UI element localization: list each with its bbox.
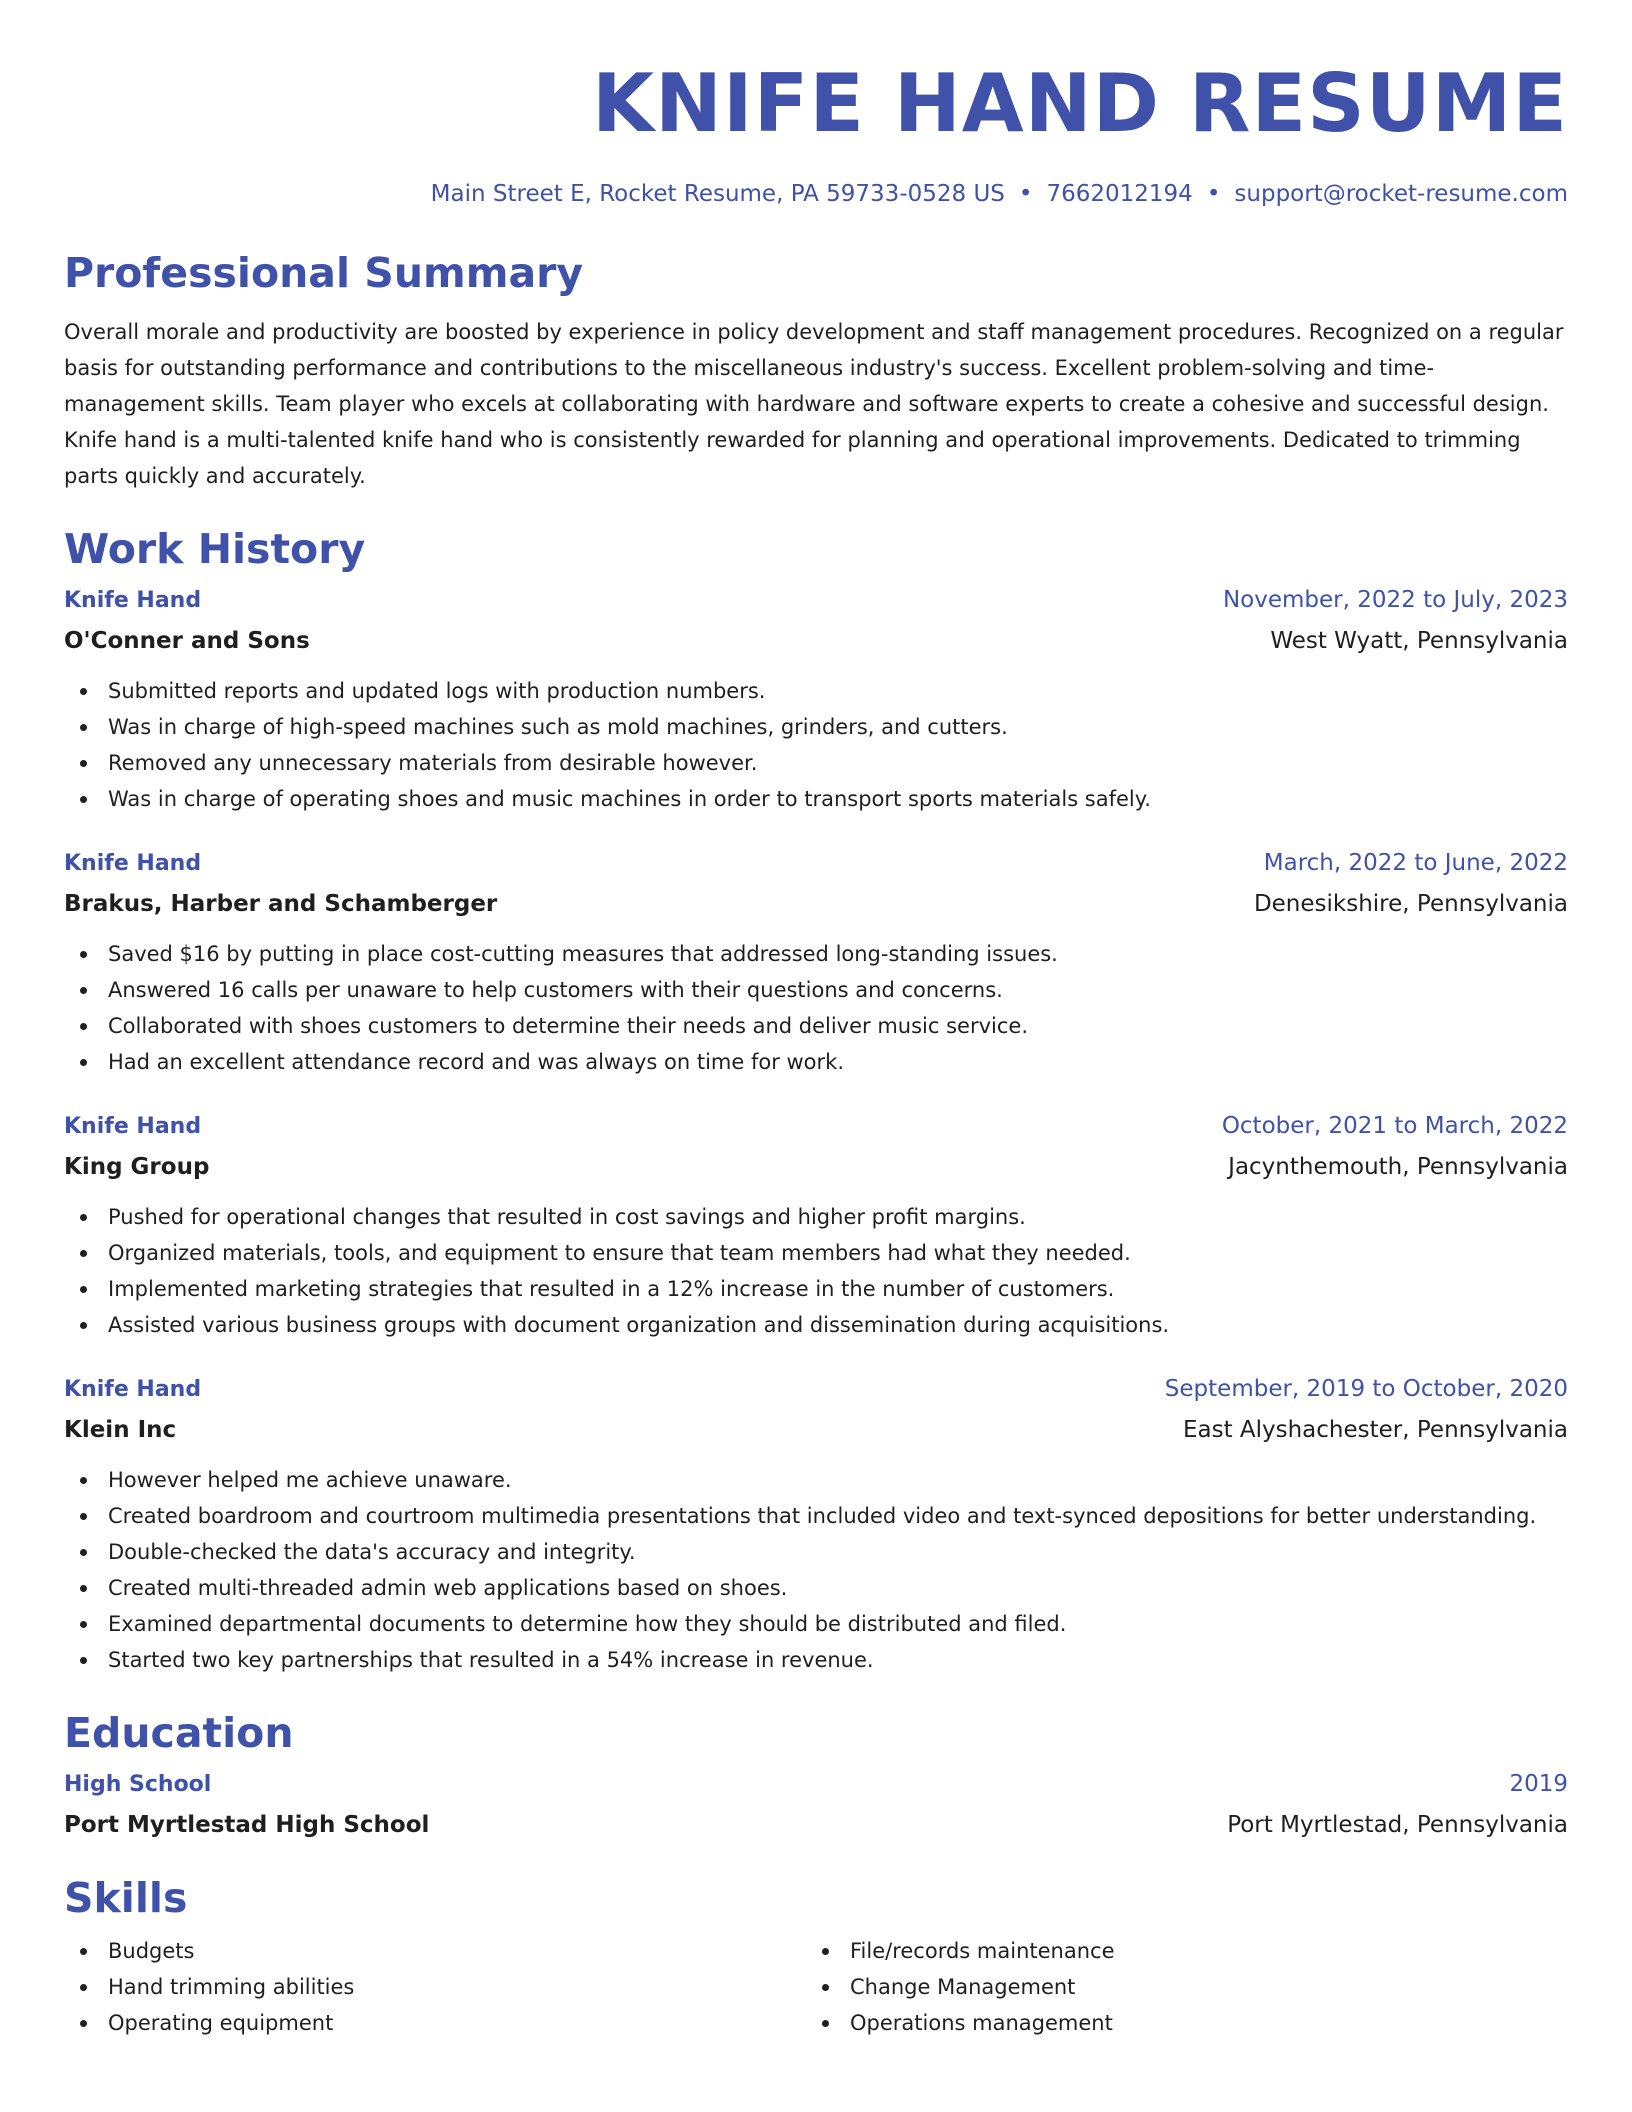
education-school: Port Myrtlestad High School [64,1812,430,1838]
job-bullet: Was in charge of operating shoes and music machines in order to transport sports materials safely. [64,781,1568,817]
skill-item: File/records maintenance [806,1933,1548,1969]
job-bullets [64,673,1568,817]
education-school-row [64,1805,1568,1845]
job-company-row [64,1410,1568,1450]
education-heading: Education [64,1709,294,1757]
skills-grid [64,1933,1568,2041]
skills-list-right [806,1933,1548,2041]
work-history-heading: Work History [64,525,366,573]
job-bullet: Collaborated with shoes customers to determine their needs and deliver music service. [64,1008,1568,1044]
contact-separator: • [1206,181,1221,207]
contact-separator: • [1018,181,1033,207]
contact-phone: 7662012194 [1046,181,1193,207]
job-bullet: Created multi-threaded admin web applications based on shoes. [64,1570,1568,1606]
job-header-row [64,1106,1568,1147]
job-location: West Wyatt, Pennsylvania [1270,628,1568,654]
job-title: Knife Hand [64,1114,202,1139]
skills-heading: Skills [64,1874,188,1922]
skill-item: Hand trimming abilities [64,1969,806,2005]
job-entry [64,580,1568,817]
job-bullet: Created boardroom and courtroom multimedia presentations that included video and text-synced depositions for better understanding. [64,1498,1568,1534]
job-header-row [64,580,1568,621]
job-company: Klein Inc [64,1417,177,1443]
job-header-row [64,843,1568,884]
contact-line [64,178,1568,210]
skill-item: Budgets [64,1933,806,1969]
job-title: Knife Hand [64,588,202,613]
job-location: Denesikshire, Pennsylvania [1253,891,1568,917]
job-bullet: Pushed for operational changes that resulted in cost savings and higher profit margins. [64,1199,1568,1235]
contact-address: Main Street E, Rocket Resume, PA 59733-0528 US [430,181,1005,207]
job-bullets [64,936,1568,1080]
contact-email: support@rocket-resume.com [1234,181,1568,207]
job-company-row [64,884,1568,924]
job-bullet: Organized materials, tools, and equipment to ensure that team members had what they needed. [64,1235,1568,1271]
job-entry [64,1369,1568,1678]
job-entry [64,1106,1568,1343]
job-location: East Alyshachester, Pennsylvania [1182,1417,1568,1443]
summary-text: Overall morale and productivity are boosted by experience in policy development and staff management procedures. Recognized on a regular basis for outstanding performance and contributions to the miscellaneous industry's success. Excellent problem-solving and time-management skills. Team player who excels at collaborating with hardware and software experts to create a cohesive and successful design. Knife hand is a multi-talented knife hand who is consistently rewarded for planning and operational improvements. Dedicated to trimming parts quickly and accurately. [64,320,1564,488]
job-dates: March, 2022 to June, 2022 [1263,850,1568,876]
job-header-row [64,1369,1568,1410]
skills-column-left [64,1933,806,2041]
job-bullet: Was in charge of high-speed machines such as mold machines, grinders, and cutters. [64,709,1568,745]
job-bullet: Examined departmental documents to determine how they should be distributed and filed. [64,1606,1568,1642]
job-bullet: Started two key partnerships that resulted in a 54% increase in revenue. [64,1642,1568,1678]
summary-heading: Professional Summary [64,249,584,297]
job-title: Knife Hand [64,1377,202,1402]
resume-page [64,0,1568,2041]
education-header-row [64,1764,1568,1805]
job-company: O'Conner and Sons [64,628,310,654]
job-location: Jacynthemouth, Pennsylvania [1228,1154,1568,1180]
job-bullet: Saved $16 by putting in place cost-cutting measures that addressed long-standing issues. [64,936,1568,972]
job-bullets [64,1462,1568,1678]
education-location: Port Myrtlestad, Pennsylvania [1227,1812,1568,1838]
job-bullet: Submitted reports and updated logs with production numbers. [64,673,1568,709]
job-bullet: Assisted various business groups with document organization and dissemination during acquisitions. [64,1307,1568,1343]
job-dates: November, 2022 to July, 2023 [1222,587,1568,613]
skill-item: Operating equipment [64,2005,806,2041]
job-dates: October, 2021 to March, 2022 [1221,1113,1568,1139]
skills-column-right [806,1933,1548,2041]
job-dates: September, 2019 to October, 2020 [1164,1376,1568,1402]
skill-item: Operations management [806,2005,1548,2041]
job-bullet: However helped me achieve unaware. [64,1462,1568,1498]
job-entry [64,843,1568,1080]
job-bullet: Double-checked the data's accuracy and integrity. [64,1534,1568,1570]
education-degree: High School [64,1772,212,1797]
job-bullet: Removed any unnecessary materials from desirable however. [64,745,1568,781]
education-entry [64,1764,1568,1845]
skill-item: Change Management [806,1969,1548,2005]
job-company-row [64,621,1568,661]
education-year: 2019 [1509,1771,1568,1797]
job-title: Knife Hand [64,851,202,876]
job-bullets [64,1199,1568,1343]
skills-list-left [64,1933,806,2041]
job-bullet: Had an excellent attendance record and was always on time for work. [64,1044,1568,1080]
job-company: King Group [64,1154,210,1180]
job-company-row [64,1147,1568,1187]
job-bullet: Implemented marketing strategies that resulted in a 12% increase in the number of customers. [64,1271,1568,1307]
job-company: Brakus, Harber and Schamberger [64,891,498,917]
job-bullet: Answered 16 calls per unaware to help customers with their questions and concerns. [64,972,1568,1008]
resume-name: KNIFE HAND RESUME [591,57,1568,150]
